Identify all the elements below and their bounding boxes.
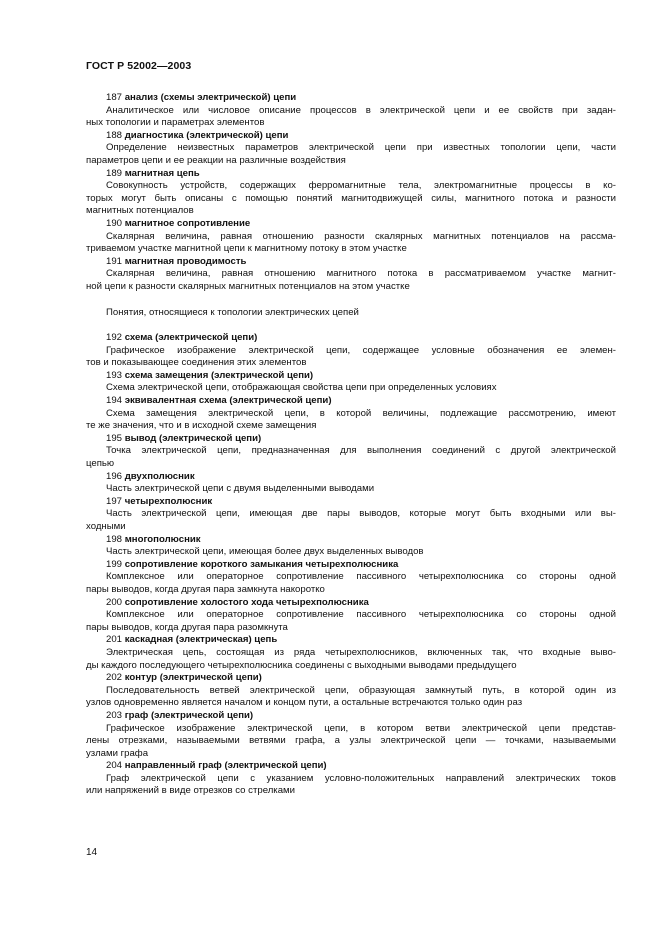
term-name: схема (электрической цепи) bbox=[124, 332, 258, 344]
term-name: контур (электрической цепи) bbox=[124, 672, 262, 684]
definition-line: узлами графа bbox=[86, 747, 149, 759]
term-entry bbox=[86, 634, 616, 647]
term-name: каскадная (электрическая) цепь bbox=[124, 634, 278, 646]
definition-line: те же значения, что и в исходной схеме замещения bbox=[86, 420, 317, 432]
term-entry bbox=[86, 332, 616, 345]
term-definition bbox=[86, 231, 616, 256]
definition-line: Последовательность ветвей электрической цепи, образующая замкнутый путь, в которой один из bbox=[106, 684, 616, 696]
term-number: 204 bbox=[106, 760, 123, 772]
term-definition bbox=[86, 723, 616, 761]
term-definition bbox=[86, 609, 616, 634]
definition-line: Аналитическое или числовое описание процессов в электрической цепи и ее свойств при задан- bbox=[106, 104, 616, 116]
definition-line: лены отрезками, называемыми ветвями графа, а узлы электрической цепи — точками, называемыми bbox=[86, 735, 616, 747]
term-definition bbox=[86, 142, 616, 167]
term-entry bbox=[86, 760, 616, 773]
term-name: двухполюсник bbox=[124, 470, 195, 482]
term-definition bbox=[86, 546, 616, 559]
term-number: 188 bbox=[106, 129, 123, 141]
term-number: 203 bbox=[106, 709, 123, 721]
term-definition bbox=[86, 571, 616, 596]
term-name: схема замещения (электрической цепи) bbox=[124, 369, 314, 381]
term-definition bbox=[86, 445, 616, 470]
term-number: 199 bbox=[106, 558, 123, 570]
definition-line: Определение неизвестных параметров электрической цепи при известных топологии цепи, части bbox=[106, 142, 616, 154]
term-entry bbox=[86, 218, 616, 231]
definition-line: Часть электрической цепи, имеющая две пары выводов, которые могут быть входными или вы- bbox=[106, 508, 616, 520]
section-heading: Понятия, относящиеся к топологии электрических цепей bbox=[106, 306, 359, 318]
document-header: ГОСТ Р 52002—2003 bbox=[86, 60, 192, 72]
term-name: четырехполюсник bbox=[124, 495, 213, 507]
term-definition bbox=[86, 268, 616, 293]
term-name: граф (электрической цепи) bbox=[124, 709, 254, 721]
term-name: эквивалентная схема (электрической цепи) bbox=[124, 395, 332, 407]
term-definition bbox=[86, 105, 616, 130]
term-name: вывод (электрической цепи) bbox=[124, 432, 262, 444]
definition-line: пары выводов, когда другая пара замкнута накоротко bbox=[86, 583, 325, 595]
term-entry bbox=[86, 395, 616, 408]
definition-line: пары выводов, когда другая пара разомкнута bbox=[86, 621, 288, 633]
term-number: 198 bbox=[106, 533, 123, 545]
definition-line: или напряжений в виде отрезков со стрелками bbox=[86, 785, 296, 797]
term-name: диагностика (электрической) цепи bbox=[124, 129, 289, 141]
definition-line: Электрическая цепь, состоящая из ряда четырехполюсников, включенных так, что входные выво- bbox=[106, 646, 616, 658]
term-name: магнитная проводимость bbox=[124, 255, 247, 267]
definition-line: магнитных потенциалов bbox=[86, 205, 194, 217]
term-entry bbox=[86, 370, 616, 383]
term-number: 190 bbox=[106, 217, 123, 229]
term-number: 193 bbox=[106, 369, 123, 381]
definition-line: Графическое изображение электрической цепи, в котором ветви электрической цепи представ- bbox=[106, 722, 616, 734]
definition-line: ной цепи к разности скалярных магнитных потенциалов на этом участке bbox=[86, 280, 410, 292]
term-number: 201 bbox=[106, 634, 123, 646]
term-entry bbox=[86, 559, 616, 572]
term-entry bbox=[86, 710, 616, 723]
term-name: сопротивление холостого хода четырехполюсника bbox=[124, 596, 369, 608]
document-body bbox=[86, 92, 616, 798]
term-number: 192 bbox=[106, 332, 123, 344]
definition-line: торых могут быть описаны с помощью понятий магнитодвижущей силы, магнитного потока и разности bbox=[86, 192, 616, 204]
term-definition bbox=[86, 647, 616, 672]
definition-line: триваемом участке магнитной цепи к магнитному потоку в этом участке bbox=[86, 243, 407, 255]
term-name: направленный граф (электрической цепи) bbox=[124, 760, 327, 772]
term-entry bbox=[86, 534, 616, 547]
page-number: 14 bbox=[86, 847, 98, 858]
term-entry bbox=[86, 92, 616, 105]
term-number: 187 bbox=[106, 92, 123, 103]
term-number: 196 bbox=[106, 470, 123, 482]
term-entry bbox=[86, 256, 616, 269]
definition-line: ходными bbox=[86, 521, 126, 532]
term-definition bbox=[86, 685, 616, 710]
term-entry bbox=[86, 433, 616, 446]
definition-line: Скалярная величина, равная отношению магнитного потока в рассматриваемом участке магнит- bbox=[106, 268, 616, 280]
definition-line: цепью bbox=[86, 458, 115, 470]
definition-line: Совокупность устройств, содержащих ферромагнитные тела, электромагнитные процессы в ко- bbox=[106, 180, 616, 192]
term-number: 195 bbox=[106, 432, 123, 444]
term-number: 202 bbox=[106, 672, 123, 684]
definition-line: узлов одновременно является началом и концом пути, а остальные встречаются только один раз bbox=[86, 697, 523, 709]
definition-line: Часть электрической цепи, имеющая более двух выделенных выводов bbox=[106, 546, 424, 558]
term-definition bbox=[86, 345, 616, 370]
term-number: 197 bbox=[106, 495, 123, 507]
term-definition bbox=[86, 382, 616, 395]
term-number: 189 bbox=[106, 167, 123, 179]
term-entry bbox=[86, 471, 616, 484]
spacer bbox=[86, 319, 616, 332]
term-definition bbox=[86, 508, 616, 533]
term-name: магнитная цепь bbox=[124, 167, 200, 179]
definition-line: параметров цепи и ее реакции на различные воздействия bbox=[86, 154, 346, 166]
term-definition bbox=[86, 180, 616, 218]
term-number: 194 bbox=[106, 395, 123, 407]
term-entry bbox=[86, 496, 616, 509]
term-entry bbox=[86, 597, 616, 610]
definition-line: Комплексное или операторное сопротивление пассивного четырехполюсника со стороны одной bbox=[106, 609, 616, 621]
definition-line: Граф электрической цепи с указанием условно-положительных направлений электрических токов bbox=[106, 772, 616, 784]
term-number: 200 bbox=[106, 596, 123, 608]
definition-line: Схема замещения электрической цепи, в которой величины, подлежащие рассмотрению, имеют bbox=[106, 407, 616, 419]
definition-line: Схема электрической цепи, отображающая свойства цепи при определенных условиях bbox=[106, 382, 497, 394]
spacer bbox=[86, 294, 616, 307]
term-name: сопротивление короткого замыкания четырехполюсника bbox=[124, 558, 399, 570]
definition-line: Скалярная величина, равная отношению разности скалярных магнитных потенциалов на рассма- bbox=[106, 230, 616, 242]
term-name: многополюсник bbox=[124, 533, 201, 545]
definition-line: ных топологии и параметрах элементов bbox=[86, 117, 265, 129]
definition-line: Часть электрической цепи с двумя выделенными выводами bbox=[106, 483, 375, 495]
term-entry bbox=[86, 672, 616, 685]
definition-line: Графическое изображение электрической цепи, содержащее условные обозначения ее элемен- bbox=[106, 344, 616, 356]
term-definition bbox=[86, 408, 616, 433]
term-number: 191 bbox=[106, 255, 123, 267]
term-definition bbox=[86, 773, 616, 798]
term-entry bbox=[86, 130, 616, 143]
definition-line: тов и показывающее соединения этих элементов bbox=[86, 357, 307, 369]
term-name: анализ (схемы электрической) цепи bbox=[124, 92, 297, 103]
term-entry bbox=[86, 168, 616, 181]
term-name: магнитное сопротивление bbox=[124, 217, 251, 229]
definition-line: Комплексное или операторное сопротивление пассивного четырехполюсника со стороны одной bbox=[106, 571, 616, 583]
definition-line: Точка электрической цепи, предназначенная для выполнения соединений с другой электрической bbox=[106, 445, 616, 457]
definition-line: ды каждого последующего четырехполюсника соединены с выходными выводами предыдущего bbox=[86, 659, 517, 671]
term-definition bbox=[86, 483, 616, 496]
